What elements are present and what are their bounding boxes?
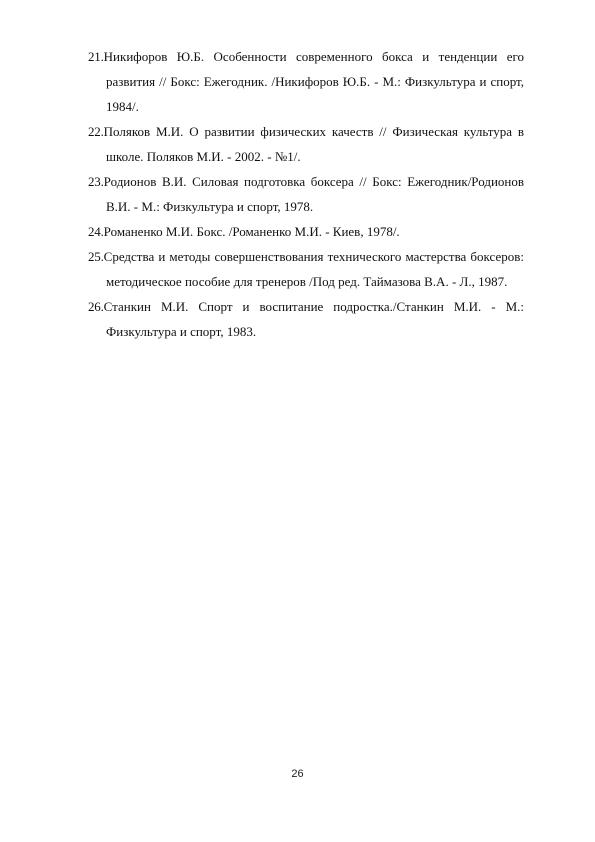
entry-number: 25. — [88, 249, 104, 264]
entry-text: Родионов В.И. Силовая подготовка боксера // Бокс: Ежегодник/Родионов В.И. - М.: Физкультура и спорт, 1978. — [103, 174, 524, 214]
entry-number: 23. — [88, 174, 104, 189]
entry-number: 21. — [88, 49, 104, 64]
entry-text: Никифоров Ю.Б. Особенности современного бокса и тенденции его развития // Бокс: Ежегодник. /Никифоров Ю.Б. - М.: Физкультура и спорт, 1984/. — [103, 49, 524, 114]
bibliography-entry — [88, 169, 524, 219]
bibliography-entry — [88, 294, 524, 344]
entry-text: Поляков М.И. О развитии физических качеств // Физическая культура в школе. Поляков М.И. - 2002. - №1/. — [103, 124, 524, 164]
entry-text: Средства и методы совершенствования технического мастерства боксеров: методическое пособие для тренеров /Под ред. Таймазова В.А. - Л., 1987. — [103, 249, 524, 289]
entry-text: Романенко М.И. Бокс. /Романенко М.И. - Киев, 1978/. — [103, 224, 400, 239]
bibliography-list — [88, 44, 524, 344]
entry-number: 26. — [88, 299, 104, 314]
entry-text: Станкин М.И. Спорт и воспитание подростка./Станкин М.И. - М.: Физкультура и спорт, 1983. — [103, 299, 524, 339]
entry-number: 22. — [88, 124, 104, 139]
bibliography-entry — [88, 244, 524, 294]
bibliography-entry — [88, 44, 524, 119]
bibliography-entry — [88, 119, 524, 169]
entry-number: 24. — [88, 224, 104, 239]
bibliography-entry — [88, 219, 524, 244]
page-number: 26 — [291, 768, 304, 780]
